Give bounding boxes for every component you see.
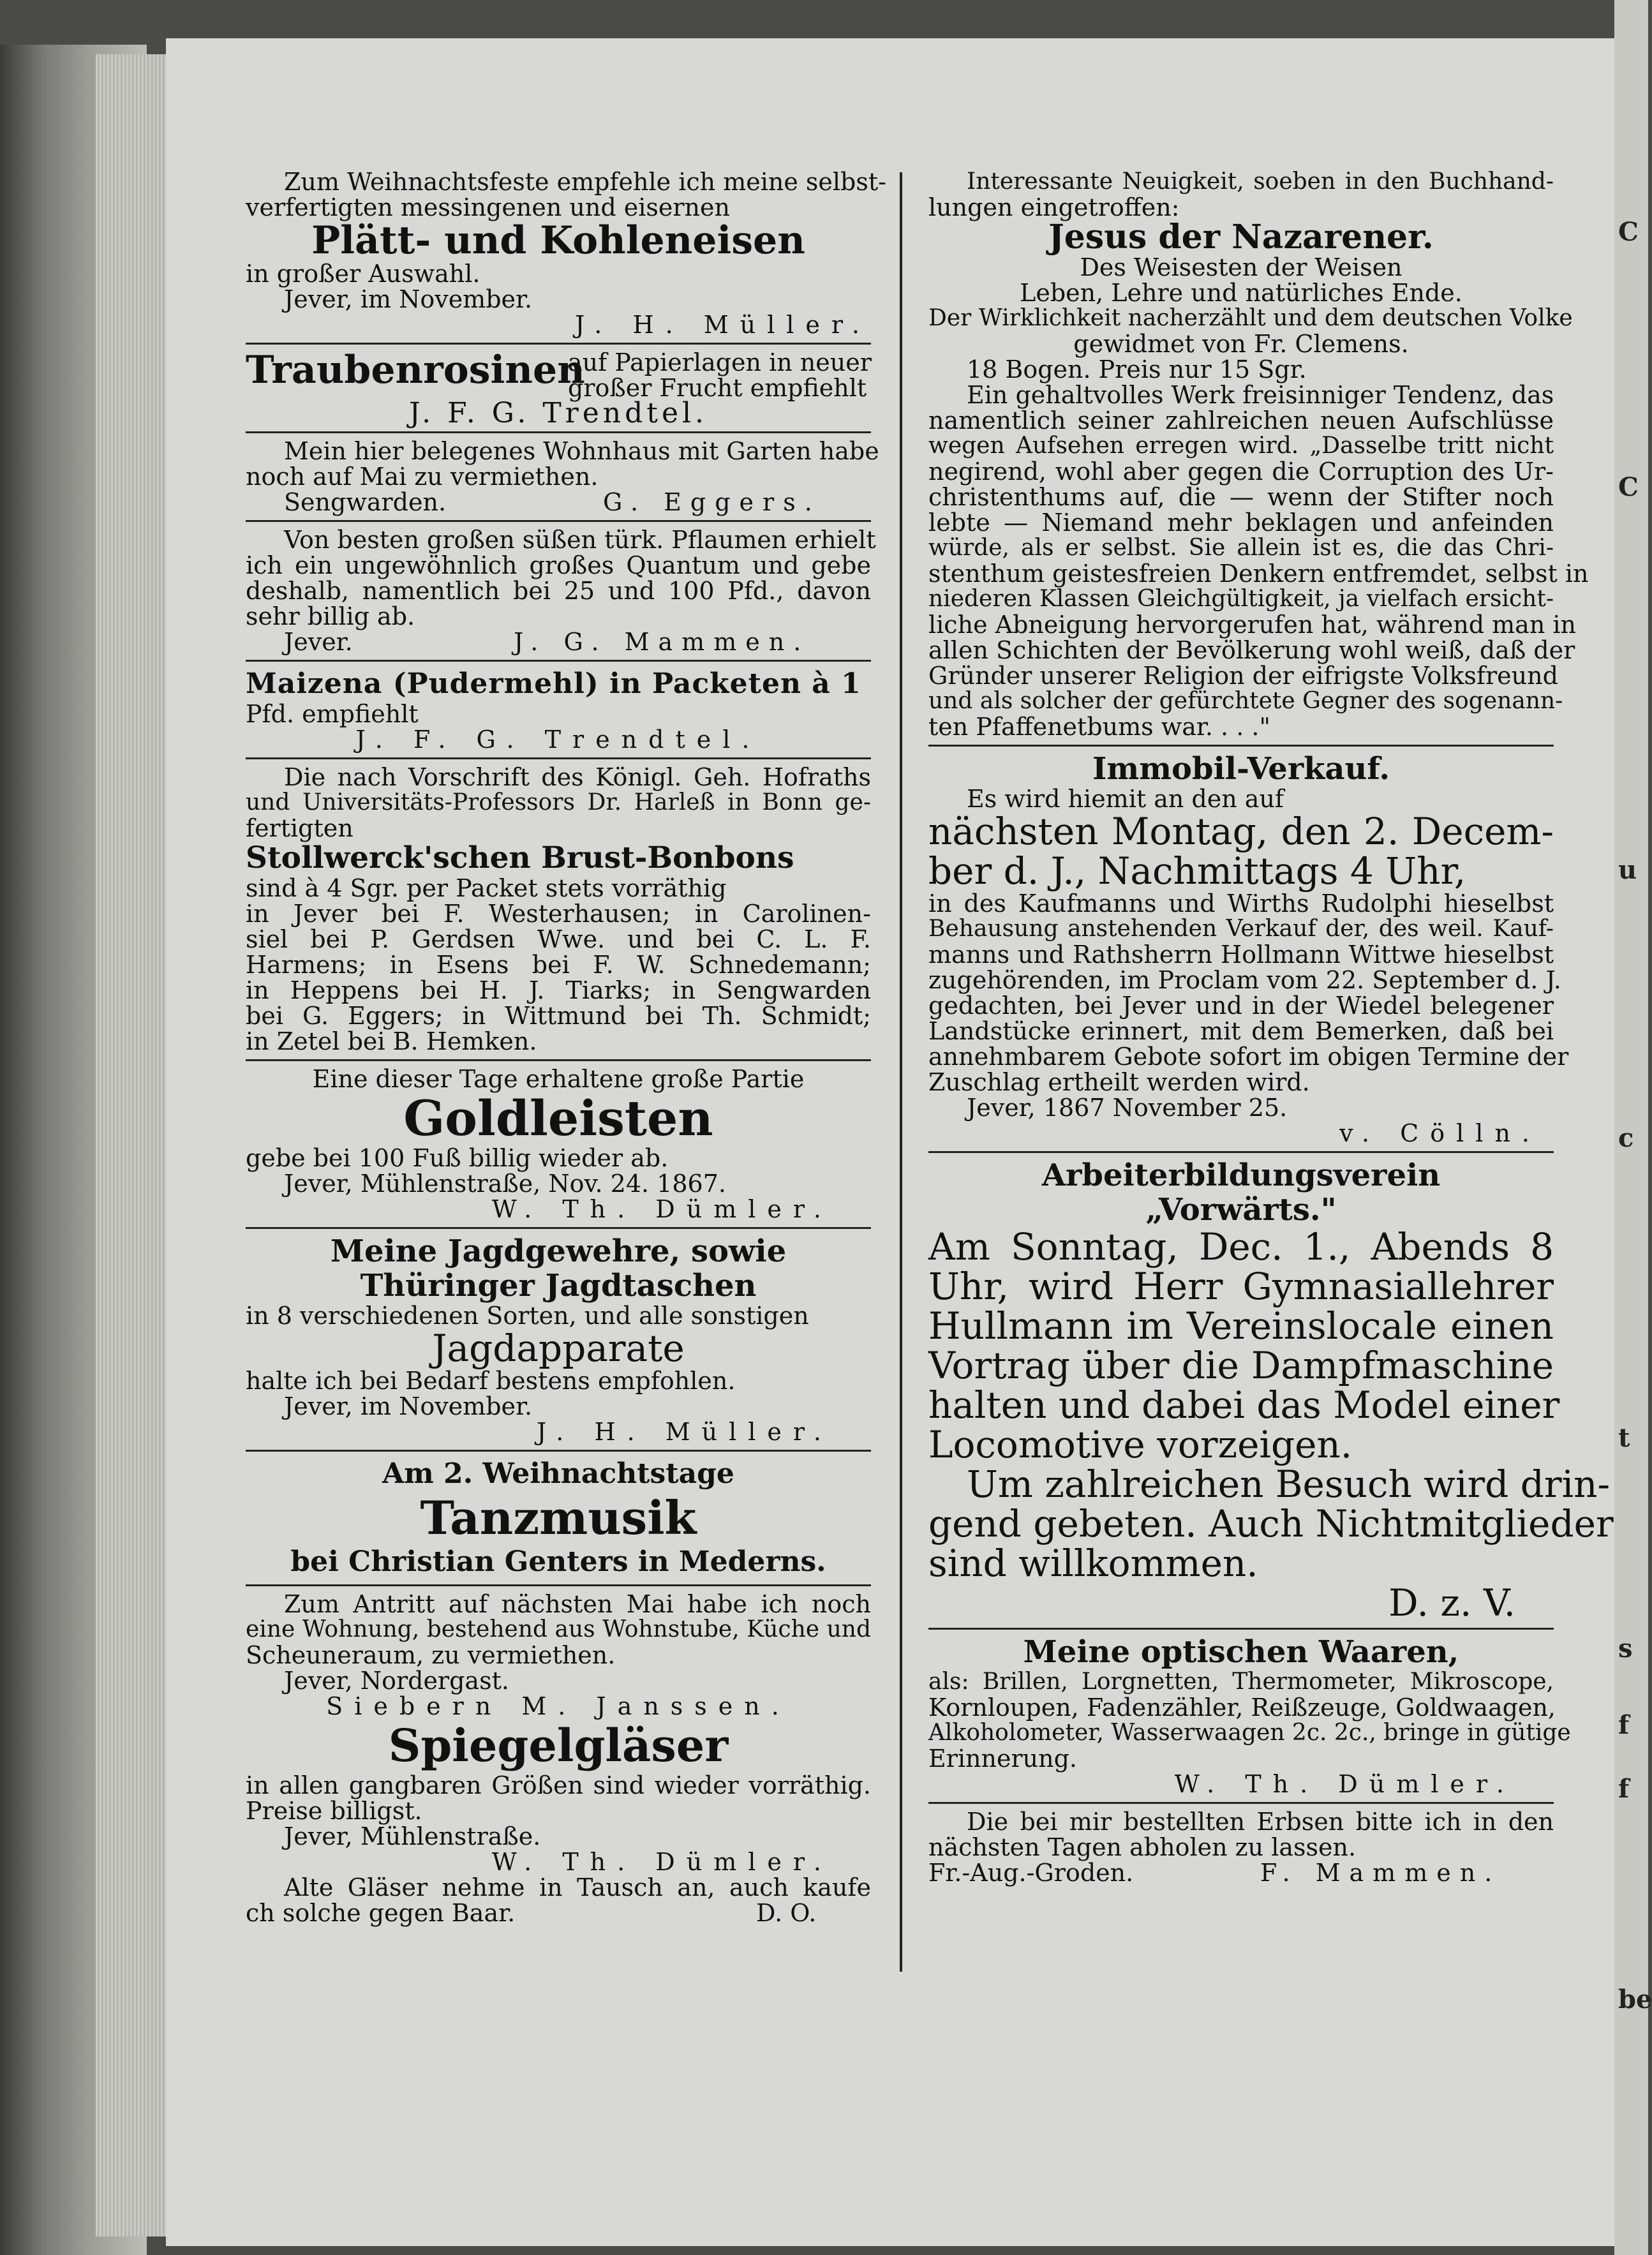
ad-place: Jever. [284, 628, 353, 656]
ad-title: Maizena (Pudermehl) in Packeten à 1 [246, 667, 861, 700]
ad-text: Eine dieser Tage erhaltene große Partie [312, 1065, 805, 1093]
ad-signer: J. F. G. Trendtel. [355, 726, 761, 754]
ad-text: ich ein ungewöhnlich großes Quantum und gebe [246, 551, 871, 579]
ad-signer: F. Mammen. [1260, 1859, 1501, 1887]
ad-wohnung [246, 1591, 871, 1719]
ad-wohnhaus [246, 437, 879, 516]
ad-tanzmusik [246, 1457, 871, 1579]
ad-text: wegen Aufsehen erregen wird. „Dasselbe tritt nicht [928, 433, 1554, 459]
ad-signer: D. O. [756, 1899, 817, 1927]
ad-text: in Zetel bei B. Hemken. [246, 1027, 537, 1055]
ad-text: allen Schichten der Bevölkerung wohl weiß, daß der [928, 636, 1575, 664]
ad-signer: W. Th. Dümler. [491, 1195, 833, 1223]
ad-text: gebe bei 100 Fuß billig wieder ab. [246, 1144, 669, 1172]
ad-text: gedachten, bei Jever und in der Wiedel belegener [928, 992, 1554, 1020]
ad-text: Jever, Mühlenstraße. [284, 1822, 541, 1850]
ad-text: Preise billigst. [246, 1797, 422, 1825]
column-divider [900, 172, 902, 1972]
ad-text: würde, als er selbst. Sie allein ist es, die das Chri- [928, 535, 1554, 561]
ad-signer: W. Th. Dümler. [1174, 1770, 1515, 1798]
ad-goldleisten [246, 1066, 871, 1222]
ad-text: sind willkommen. [928, 1542, 1258, 1585]
ad-title: Immobil-Verkauf. [1092, 751, 1390, 787]
ad-text: Uhr, wird Herr Gymnasiallehrer [928, 1265, 1554, 1308]
ad-rule [246, 1584, 871, 1586]
ad-signer: J. F. G. Trendtel. [408, 397, 708, 429]
ad-text: gewidmet von Fr. Clemens. [1073, 330, 1409, 358]
ad-text: manns und Rathsherrn Hollmann Wittwe hieselbst [928, 941, 1554, 969]
ad-text: in allen gangbaren Größen sind wieder vorräthig. [246, 1771, 871, 1799]
ad-text: gend gebeten. Auch Nichtmitglieder [928, 1502, 1614, 1545]
ad-title: Meine Jagdgewehre, sowie [330, 1233, 787, 1269]
ad-signer: G. Eggers. [603, 488, 821, 516]
ad-text: niederen Klassen Gleichgültigkeit, ja vielfach ersicht- [928, 586, 1554, 612]
ad-spiegelglaeser [246, 1719, 871, 1926]
left-column [246, 168, 886, 1927]
ad-footer [246, 1900, 871, 1926]
ad-rule [246, 1059, 871, 1061]
ad-text: Am Sonntag, Dec. 1., Abends 8 [928, 1225, 1554, 1269]
ad-text: bei G. Eggers; in Wittmund bei Th. Schmidt; [246, 1002, 871, 1030]
ad-plaett-kohleneisen [246, 168, 886, 339]
ad-text: Jever, Nordergast. [284, 1667, 509, 1695]
ad-rule [246, 757, 871, 759]
edge-letter: C [1618, 217, 1639, 247]
ad-place: Sengwarden. [284, 488, 447, 516]
ad-jesus-nazarener [928, 168, 1589, 741]
right-column [928, 168, 1614, 1887]
ad-text: Die nach Vorschrift des Königl. Geh. Hofraths [284, 763, 871, 791]
ad-footer [246, 489, 871, 515]
ad-text: siel bei P. Gerdsen Wwe. und bei C. L. F. [246, 925, 871, 953]
ad-maizena [246, 667, 871, 752]
next-page-edge [1614, 0, 1652, 2255]
ad-text: Ein gehaltvolles Werk freisinniger Tendenz, das [967, 381, 1554, 409]
ad-text: Vortrag über die Dampfmaschine [928, 1344, 1554, 1387]
ad-text: Jever, Mühlenstraße, Nov. 24. 1867. [284, 1170, 726, 1198]
ad-text: deshalb, namentlich bei 25 und 100 Pfd., davon [246, 577, 871, 605]
ad-rule [246, 1227, 871, 1229]
ad-text: zugehörenden, im Proclam vom 22. September d. J. [928, 966, 1561, 994]
ad-rule [246, 520, 871, 522]
ad-text: Zum Weihnachtsfeste empfehle ich meine selbst- [284, 168, 886, 196]
ad-erbsen [928, 1809, 1554, 1886]
ad-text: in großer Auswahl. [246, 260, 480, 288]
ad-text: negirend, wohl aber gegen die Corruption des Ur- [928, 458, 1554, 486]
ad-text: Die bei mir bestellten Erbsen bitte ich in den [967, 1808, 1554, 1836]
ad-rule [928, 1802, 1554, 1804]
ad-text: namentlich seiner zahlreichen neuen Aufschlüsse [928, 406, 1554, 435]
edge-letter: f [1618, 1710, 1630, 1740]
ad-text: Harmens; in Esens bei F. W. Schnedemann; [246, 951, 871, 979]
ad-text: in des Kaufmanns und Wirths Rudolphi hieselbst [928, 889, 1554, 918]
ad-place: Fr.-Aug.-Groden. [928, 1859, 1134, 1887]
ad-text: Alte Gläser nehme in Tausch an, auch kaufe [284, 1873, 871, 1901]
ad-text: Des Weisesten der Weisen [1080, 253, 1403, 281]
ad-arbeiterbildungsverein [928, 1157, 1614, 1625]
ad-text: Jever, im November. [284, 1392, 533, 1420]
ad-rule [246, 343, 871, 345]
ad-title: Stollwerck'schen Brust-Bonbons [246, 840, 794, 875]
ad-title: „Vorwärts." [1145, 1192, 1337, 1228]
ad-text: 18 Bogen. Preis nur 15 Sgr. [967, 355, 1307, 383]
ad-text: in 8 verschiedenen Sorten, und alle sonstigen [246, 1302, 809, 1330]
ad-text: Von besten großen süßen türk. Pflaumen erhielt [284, 526, 876, 554]
ad-text: noch auf Mai zu vermiethen. [246, 463, 599, 491]
ad-title: Am 2. Weihnachtstage [382, 1457, 734, 1490]
ad-text: in Jever bei F. Westerhausen; in Carolinen- [246, 900, 871, 928]
ad-text: Der Wirklichkeit nacherzählt und dem deutschen Volke [928, 305, 1573, 331]
ad-signer: J. G. Mammen. [514, 628, 810, 656]
ad-text: Scheuneraum, zu vermiethen. [246, 1641, 616, 1669]
ad-text: liche Abneigung hervorgerufen hat, während man in [928, 611, 1576, 639]
edge-letter: u [1618, 855, 1637, 885]
edge-letter: C [1618, 472, 1639, 502]
ad-text: Gründer unserer Religion der eifrigste Volksfreund [928, 662, 1558, 690]
ad-text: als: Brillen, Lorgnetten, Thermometer, Mikroscope, [928, 1669, 1554, 1695]
ad-text: fertigten [246, 814, 353, 842]
edge-letter: c [1618, 1123, 1634, 1153]
ad-title: Jagdapparate [432, 1327, 685, 1370]
ad-rule [246, 660, 871, 662]
edge-letter: f [1618, 1774, 1630, 1804]
ad-text: Um zahlreichen Besuch wird drin- [967, 1462, 1611, 1506]
ad-title: Arbeiterbildungsverein [1041, 1157, 1441, 1193]
ad-text: Locomotive vorzeigen. [928, 1423, 1353, 1466]
ad-title: Traubenrosinen [246, 348, 585, 392]
ad-text: Es wird hiemit an den auf [967, 785, 1284, 813]
ad-stollwerck [246, 764, 871, 1054]
ad-title: Thüringer Jagdtaschen [360, 1268, 757, 1304]
ad-title: Plätt- und Kohleneisen [311, 218, 805, 263]
ad-text: verfertigten messingenen und eisernen [246, 193, 730, 221]
ad-optische-waaren [928, 1634, 1571, 1798]
ad-footer [928, 1860, 1554, 1886]
ad-rule [928, 1151, 1554, 1153]
ad-text: stenthum geistesfreien Denkern entfremdet, selbst in [928, 560, 1589, 588]
ad-signer: Siebern M. Janssen. [326, 1692, 791, 1720]
ad-text: nächsten Tagen abholen zu lassen. [928, 1833, 1357, 1861]
ad-text: Alkoholometer, Wasserwaagen 2c. 2c., bringe in gütige [928, 1720, 1571, 1746]
ad-title: Tanzmusik [420, 1491, 697, 1545]
ad-title: ber d. J., Nachmittags 4 Uhr, [928, 849, 1466, 893]
edge-letter: t [1618, 1423, 1630, 1453]
ad-text: und Universitäts-Professors Dr. Harleß in Bonn ge- [246, 789, 871, 815]
ad-text: Landstücke erinnert, mit dem Bemerken, daß bei [928, 1017, 1554, 1045]
ad-signer: D. z. V. [1388, 1581, 1515, 1625]
ad-title: Spiegelgläser [388, 1719, 729, 1772]
ad-text: Interessante Neuigkeit, soeben in den Buchhand- [967, 168, 1554, 195]
ad-text: ten Pfaffenetbums war. . . ." [928, 713, 1270, 741]
ad-title: Goldleisten [403, 1090, 713, 1147]
ad-text: Hullmann im Vereinslocale einen [928, 1304, 1554, 1348]
ad-text: christenthums auf, die — wenn der Stifter noch [928, 483, 1554, 511]
ad-signer: J. H. Müller. [537, 1418, 833, 1446]
ad-text: Kornloupen, Fadenzähler, Reißzeuge, Goldwaagen, [928, 1693, 1556, 1722]
ad-text: und als solcher der gefürchtete Gegner des sogenann- [928, 688, 1563, 714]
ad-text: halte ich bei Bedarf bestens empfohlen. [246, 1367, 736, 1395]
ad-rule [928, 1628, 1554, 1630]
ad-traubenrosinen [246, 348, 872, 429]
ad-title: bei Christian Genters in Mederns. [290, 1545, 826, 1578]
edge-letter: s [1618, 1634, 1633, 1663]
ad-title: nächsten Montag, den 2. Decem- [928, 810, 1554, 853]
ad-text: halten und dabei das Model einer [928, 1383, 1560, 1427]
ad-footer [246, 629, 871, 655]
ad-pflaumen [246, 526, 876, 656]
ad-signer: v. Cölln. [1339, 1119, 1541, 1147]
ad-immobil-verkauf [928, 751, 1569, 1147]
ad-text: sind à 4 Sgr. per Packet stets vorräthig [246, 874, 727, 902]
ad-text: annehmbarem Gebote sofort im obigen Termine der [928, 1043, 1569, 1071]
ad-text: Behausung anstehenden Verkauf der, des weil. Kauf- [928, 916, 1554, 942]
ad-text: Jever, im November. [284, 285, 533, 313]
ad-text: Mein hier belegenes Wohnhaus mit Garten habe [284, 437, 879, 465]
ad-jagdgewehre [246, 1234, 871, 1445]
ad-title: Jesus der Nazarener. [1048, 218, 1434, 257]
ad-text: Jever, 1867 November 25. [967, 1094, 1288, 1122]
ad-text: lungen eingetroffen: [928, 193, 1180, 221]
ad-rule [928, 745, 1554, 747]
ad-text: Erinnerung. [928, 1745, 1078, 1773]
ad-text: auf Papierlagen in neuer [568, 348, 872, 376]
ad-text: eine Wohnung, bestehend aus Wohnstube, Küche und [246, 1616, 871, 1642]
ad-text: ch solche gegen Baar. [246, 1899, 516, 1927]
ad-text: Zuschlag ertheilt werden wird. [928, 1068, 1310, 1096]
ad-text: Pfd. empfiehlt [246, 700, 419, 728]
ad-signer: J. H. Müller. [575, 311, 871, 339]
ad-text: lebte — Niemand mehr beklagen und anfeinden [928, 509, 1554, 537]
ad-rule [246, 1450, 871, 1452]
ad-rule [246, 431, 871, 433]
ad-text: Leben, Lehre und natürliches Ende. [1020, 279, 1462, 307]
ad-text: in Heppens bei H. J. Tiarks; in Sengwarden [246, 976, 871, 1004]
ad-title: Meine optischen Waaren, [1023, 1634, 1459, 1670]
ad-text: großer Frucht empfiehlt [568, 374, 867, 402]
ad-text: sehr billig ab. [246, 602, 415, 630]
ad-text: Zum Antritt auf nächsten Mai habe ich noch [284, 1590, 871, 1618]
edge-letter: be [1618, 1984, 1652, 2014]
ad-signer: W. Th. Dümler. [491, 1848, 833, 1876]
